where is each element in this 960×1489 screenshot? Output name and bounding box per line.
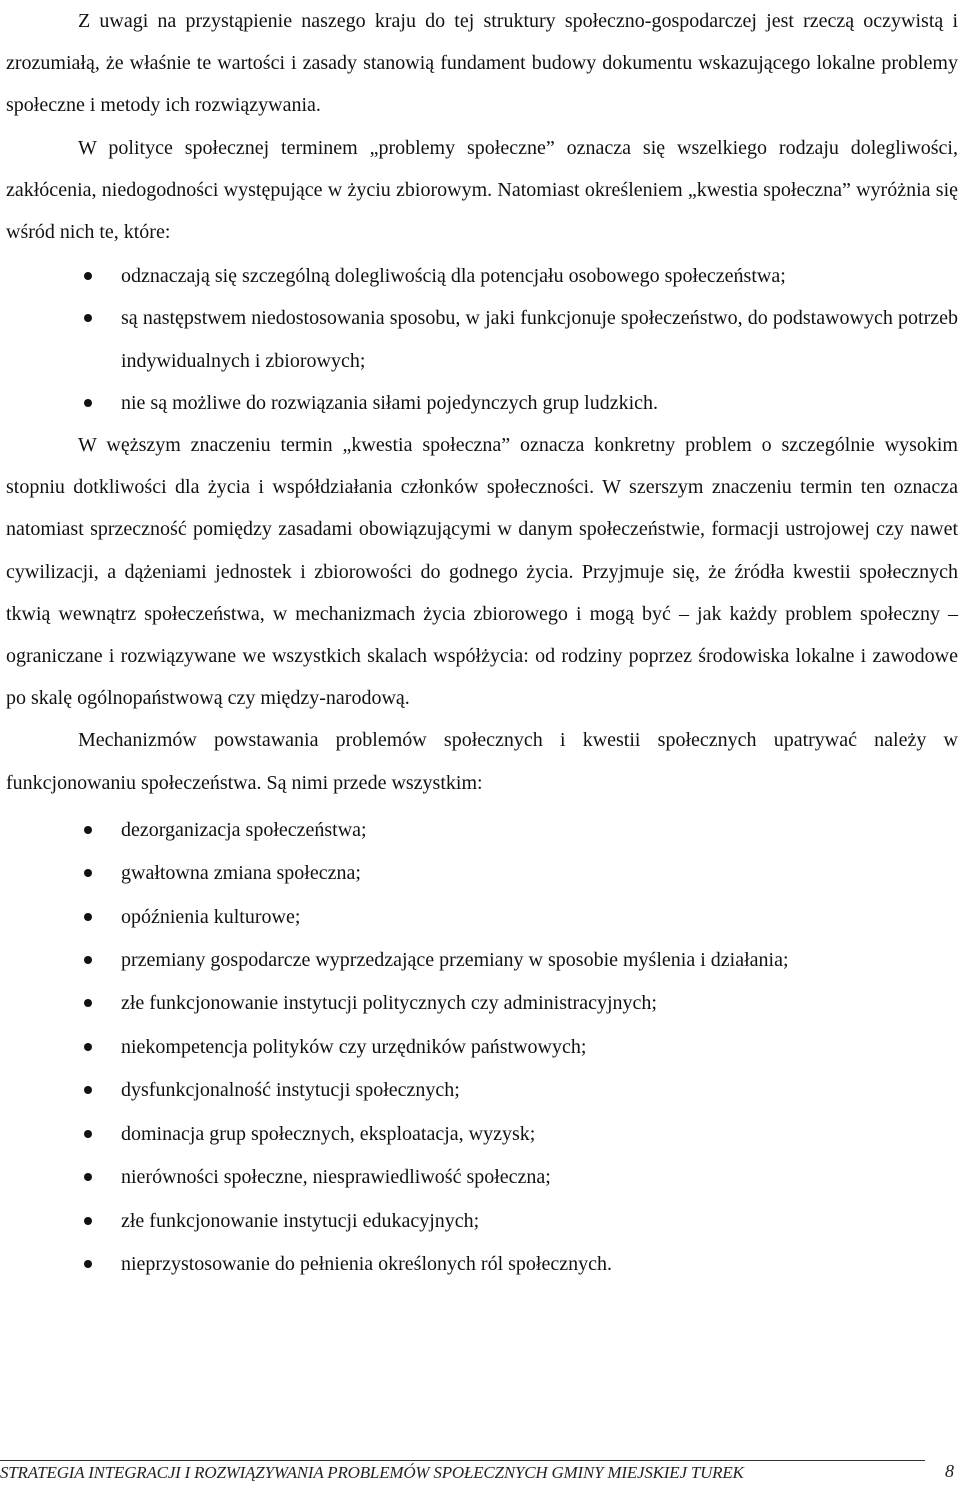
list-item: nieprzystosowanie do pełnienia określonych ról społecznych. [6,1243,958,1286]
paragraph-mechanisms: Mechanizmów powstawania problemów społecznych i kwestii społecznych upatrywać należy w funkcjonowaniu społeczeństwa. Są nimi przede wszystkim: [6,729,958,794]
paragraph-intro: Z uwagi na przystąpienie naszego kraju do tej struktury społeczno-gospodarczej jest rzeczą oczywistą i zrozumiałą, że właśnie te wartości i zasady stanowią fundament budowy dokumentu wskazującego lokalne problemy społeczne i metody ich rozwiązywania. [6,10,958,117]
paragraph-social-problems-definition: W polityce społecznej terminem „problemy społeczne” oznacza się wszelkiego rodzaju dolegliwości, zakłócenia, niedogodności występujące w życiu zbiorowym. Natomiast określeniem „kwestia społeczna” wyróżnia się wśród nich te, które: [6,136,958,244]
list-item: odznaczają się szczególną dolegliwością dla potencjału osobowego społeczeństwa; [6,255,958,297]
paragraph-social-issue-meaning: W węższym znaczeniu termin „kwestia społeczna” oznacza konkretny problem o szczególnie wysokim stopniu dotkliwości dla życia i współdziałania członków społeczności. W szerszym znaczeniu termin ten oznacza natomiast sprzeczność pomiędzy zasadami obowiązującymi w danym społeczeństwie, formacji ustrojowej czy nawet cywilizacji, a dążeniami jednostek i zbiorowości do godnego życia. Przyjmuje się, że źródła kwestii społecznych tkwią wewnątrz społeczeństwa, w mechanizmach życia zbiorowego i mogą być – jak każdy problem społeczny – ograniczane i rozwiązywane we wszystkich skalach współżycia: od rodziny poprzez środowiska lokalne i zawodowe po skalę ogólnopaństwową czy między-narodową. [6,434,958,710]
list-item: dezorganizacja społeczeństwa; [6,809,958,852]
list-item: gwałtowna zmiana społeczna; [6,852,958,895]
document-page [6,0,958,1286]
list-item: są następstwem niedostosowania sposobu, w jaki funkcjonuje społeczeństwo, do podstawowych potrzeb indywidualnych i zbiorowych; [6,297,958,381]
list-item: dysfunkcjonalność instytucji społecznych; [6,1069,958,1112]
list-item: przemiany gospodarcze wyprzedzające przemiany w sposobie myślenia i działania; [6,939,958,982]
list-item: nierówności społeczne, niesprawiedliwość społeczna; [6,1156,958,1199]
footer-divider [0,1460,925,1461]
social-issue-criteria-list [6,255,958,424]
mechanisms-list [6,809,958,1286]
page-number: 8 [945,1461,954,1481]
list-item: dominacja grup społecznych, eksploatacja, wyzysk; [6,1113,958,1156]
footer-document-title: STRATEGIA INTEGRACJI I ROZWIĄZYWANIA PROBLEMÓW SPOŁECZNYCH GMINY MIEJSKIEJ TUREK [0,1463,744,1482]
list-item: opóźnienia kulturowe; [6,896,958,939]
list-item: niekompetencja polityków czy urzędników państwowych; [6,1026,958,1069]
list-item: złe funkcjonowanie instytucji edukacyjnych; [6,1200,958,1243]
list-item: nie są możliwe do rozwiązania siłami pojedynczych grup ludzkich. [6,382,958,424]
list-item: złe funkcjonowanie instytucji politycznych czy administracyjnych; [6,982,958,1025]
